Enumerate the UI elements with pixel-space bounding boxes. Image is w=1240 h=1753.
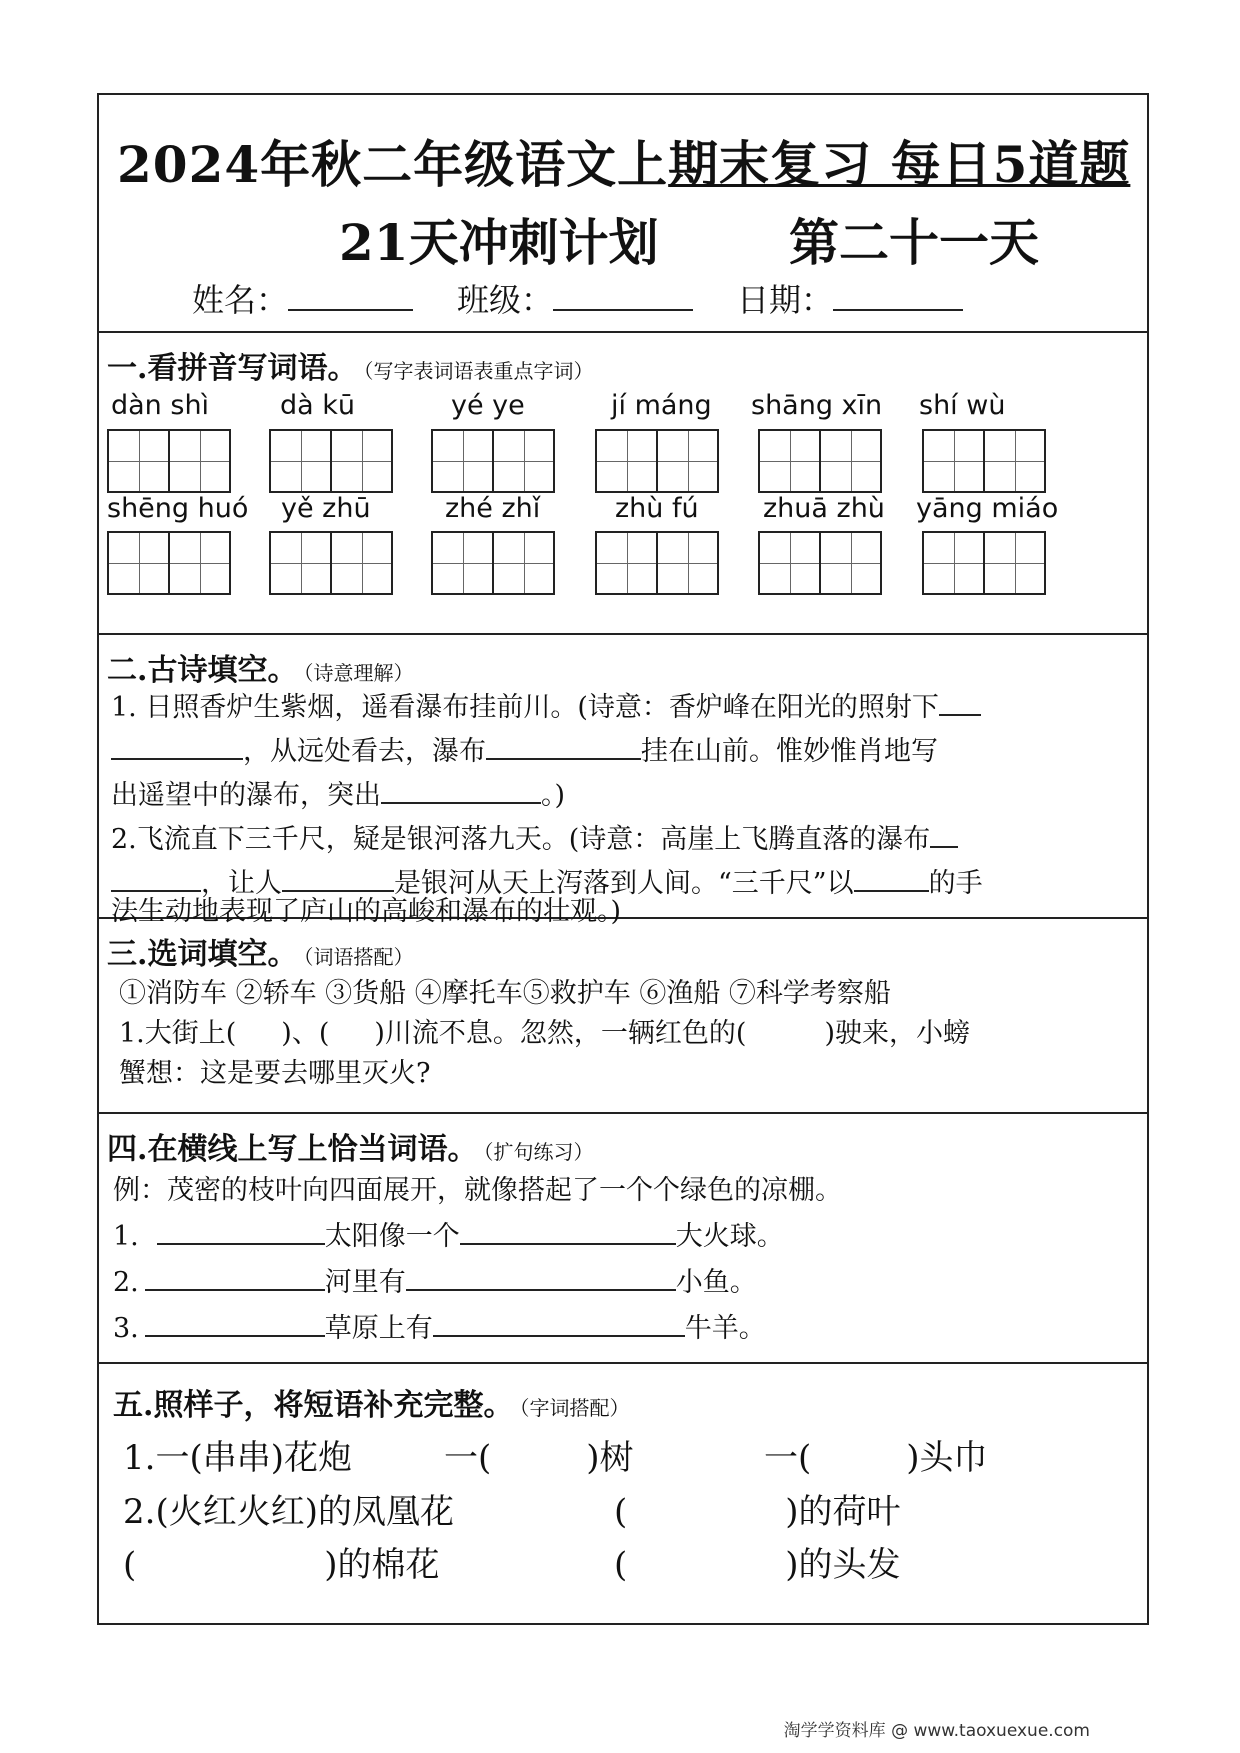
pinyin-label: shí wù [919, 390, 1006, 421]
date-field [737, 275, 963, 321]
writing-grid[interactable] [269, 531, 393, 595]
section-title [113, 1380, 629, 1424]
answer-blank[interactable] [111, 730, 243, 760]
section-title [107, 1124, 593, 1168]
pinyin-label: shēng huó [107, 493, 249, 524]
item-text: 大火球。 [675, 1221, 784, 1252]
section-pinyin [99, 333, 1147, 635]
phrase-text: ( [614, 1545, 628, 1585]
poem-line [111, 729, 938, 768]
answer-blank[interactable] [381, 774, 541, 804]
pinyin-label: yāng miáo [916, 493, 1059, 524]
phrase-text: )头巾 [906, 1438, 988, 1478]
answer-blank[interactable] [433, 1307, 685, 1337]
exercise-line [113, 1214, 784, 1253]
phrase-text: 一( [764, 1438, 812, 1478]
section-poem [99, 635, 1147, 927]
section-phrase-completion [99, 1364, 1147, 1627]
name-blank[interactable] [288, 279, 413, 311]
phrase-text: 一( [444, 1438, 492, 1478]
phrase-text: )的荷叶 [785, 1492, 901, 1532]
poem-line [111, 817, 958, 856]
date-label: 日期： [737, 281, 834, 319]
phrase-text: ( [123, 1545, 137, 1585]
question-text: )、( [281, 1018, 330, 1049]
answer-blank[interactable] [930, 818, 958, 848]
phrase-text: )的头发 [785, 1545, 901, 1585]
answer-blank[interactable] [460, 1215, 676, 1245]
item-number: 1. [113, 1221, 139, 1252]
section-title-text: 四.在横线上写上恰当词语。 [107, 1132, 478, 1167]
page-title [117, 125, 1130, 197]
item-text: 牛羊。 [684, 1313, 766, 1344]
item-text: 太阳像一个 [324, 1221, 460, 1252]
answer-blank[interactable] [111, 862, 201, 892]
section-note: （字词搭配） [519, 1396, 630, 1420]
answer-blank[interactable] [939, 686, 981, 716]
pinyin-label: zhé zhǐ [445, 493, 541, 524]
pinyin-label: dà kū [280, 390, 356, 421]
section-note: （词语搭配） [303, 945, 414, 969]
name-field [192, 275, 413, 321]
section-note: （写字表词语表重点字词） [363, 359, 594, 383]
phrase-item [764, 1430, 988, 1479]
pinyin-label: yé ye [451, 390, 525, 421]
title-underlined: 期末复习 每日5道题 [668, 135, 1131, 194]
word-options: ①消防车 ②轿车 ③货船 ④摩托车⑤救护车 ⑥渔船 ⑦科学考察船 [119, 978, 891, 1009]
class-label: 班级： [457, 281, 554, 319]
poem-text: 是银河从天上泻落到人间。“三千尺”以 [394, 868, 854, 899]
item-number: 3. [113, 1313, 139, 1344]
question-line [119, 1011, 970, 1050]
watermark-footer: 淘学学资料库 @ www.taoxuexue.com [783, 1721, 1090, 1741]
poem-line [111, 773, 565, 812]
writing-grid[interactable] [922, 429, 1046, 493]
section-note: （扩句练习） [483, 1140, 594, 1164]
question-text: )驶来，小螃 [824, 1018, 970, 1049]
name-label: 姓名： [192, 281, 289, 319]
section-title [107, 343, 593, 387]
answer-blank[interactable] [282, 862, 394, 892]
poem-text: 。) [541, 780, 566, 811]
answer-blank[interactable] [145, 1261, 325, 1291]
date-blank[interactable] [833, 279, 963, 311]
item-text: 小鱼。 [675, 1267, 757, 1298]
class-blank[interactable] [553, 279, 693, 311]
section-title [107, 645, 413, 689]
phrase-item: 2.(火红火红)的凤凰花 [123, 1492, 454, 1532]
subtitle: 21天冲刺计划 [339, 213, 659, 272]
writing-grid[interactable] [595, 429, 719, 493]
section-title-text: 五.照样子，将短语补充完整。 [113, 1388, 514, 1423]
question-line: 蟹想：这是要去哪里灭火? [119, 1058, 431, 1089]
poem-text: 1. 日照香炉生紫烟，遥看瀑布挂前川。(诗意：香炉峰在阳光的照射下 [111, 692, 939, 723]
pinyin-label: yě zhū [281, 493, 371, 524]
answer-blank[interactable] [157, 1215, 325, 1245]
question-text: )川流不息。忽然，一辆红色的( [374, 1018, 747, 1049]
phrase-item [614, 1484, 901, 1533]
poem-text: 出遥望中的瀑布，突出 [111, 780, 381, 811]
section-title-text: 一.看拼音写词语。 [107, 351, 358, 386]
phrase-item [444, 1430, 634, 1479]
pinyin-label: zhù fú [615, 493, 699, 524]
worksheet [97, 93, 1149, 1625]
item-text: 草原上有 [324, 1313, 433, 1344]
poem-text: 法生动地表现了庐山的高峻和瀑布的壮观。) [111, 896, 622, 927]
writing-grid[interactable] [758, 531, 882, 595]
poem-text: ，让人 [201, 868, 282, 899]
answer-blank[interactable] [406, 1261, 676, 1291]
item-number: 2. [113, 1267, 139, 1298]
answer-blank[interactable] [486, 730, 641, 760]
poem-line [111, 685, 981, 724]
poem-text: 挂在山前。惟妙惟肖地写 [641, 736, 938, 767]
phrase-text: )的棉花 [324, 1545, 440, 1585]
exercise-line [113, 1306, 766, 1345]
phrase-item: 1.一(串串)花炮 [123, 1438, 352, 1478]
phrase-item [123, 1537, 440, 1586]
writing-grid[interactable] [431, 429, 555, 493]
example-sentence: 例：茂密的枝叶向四面展开，就像搭起了一个个绿色的凉棚。 [113, 1175, 842, 1206]
section-word-choice [99, 919, 1147, 1114]
pinyin-label: shāng xīn [751, 390, 883, 421]
section-title [107, 929, 413, 973]
question-text: 1.大街上( [119, 1018, 237, 1049]
phrase-text: )树 [586, 1438, 634, 1478]
class-field [457, 275, 693, 321]
item-text: 河里有 [324, 1267, 406, 1298]
writing-grid[interactable] [107, 531, 231, 595]
answer-blank[interactable] [854, 862, 929, 892]
writing-grid[interactable] [595, 531, 719, 595]
poem-text: 的手 [928, 868, 983, 899]
pinyin-label: zhuā zhù [763, 493, 885, 524]
section-expand-sentence [99, 1114, 1147, 1364]
section-title-text: 三.选词填空。 [107, 937, 298, 972]
writing-grid[interactable] [269, 429, 393, 493]
phrase-text: ( [614, 1492, 628, 1532]
pinyin-label: jí máng [611, 390, 712, 421]
writing-grid[interactable] [758, 429, 882, 493]
pinyin-label: dàn shì [111, 390, 210, 421]
section-note: （诗意理解） [303, 661, 414, 685]
poem-text: 2.飞流直下三千尺，疑是银河落九天。(诗意：高崖上飞腾直落的瀑布 [111, 824, 931, 855]
phrase-item [614, 1537, 901, 1586]
writing-grid[interactable] [107, 429, 231, 493]
title-prefix: 2024年秋二年级语文上 [117, 135, 669, 194]
answer-blank[interactable] [145, 1307, 325, 1337]
writing-grid[interactable] [922, 531, 1046, 595]
section-title-text: 二.古诗填空。 [107, 653, 298, 688]
day-label: 第二十一天 [789, 213, 1039, 272]
poem-text: ，从远处看去，瀑布 [243, 736, 486, 767]
exercise-line [113, 1260, 757, 1299]
header-section [99, 95, 1147, 333]
writing-grid[interactable] [431, 531, 555, 595]
